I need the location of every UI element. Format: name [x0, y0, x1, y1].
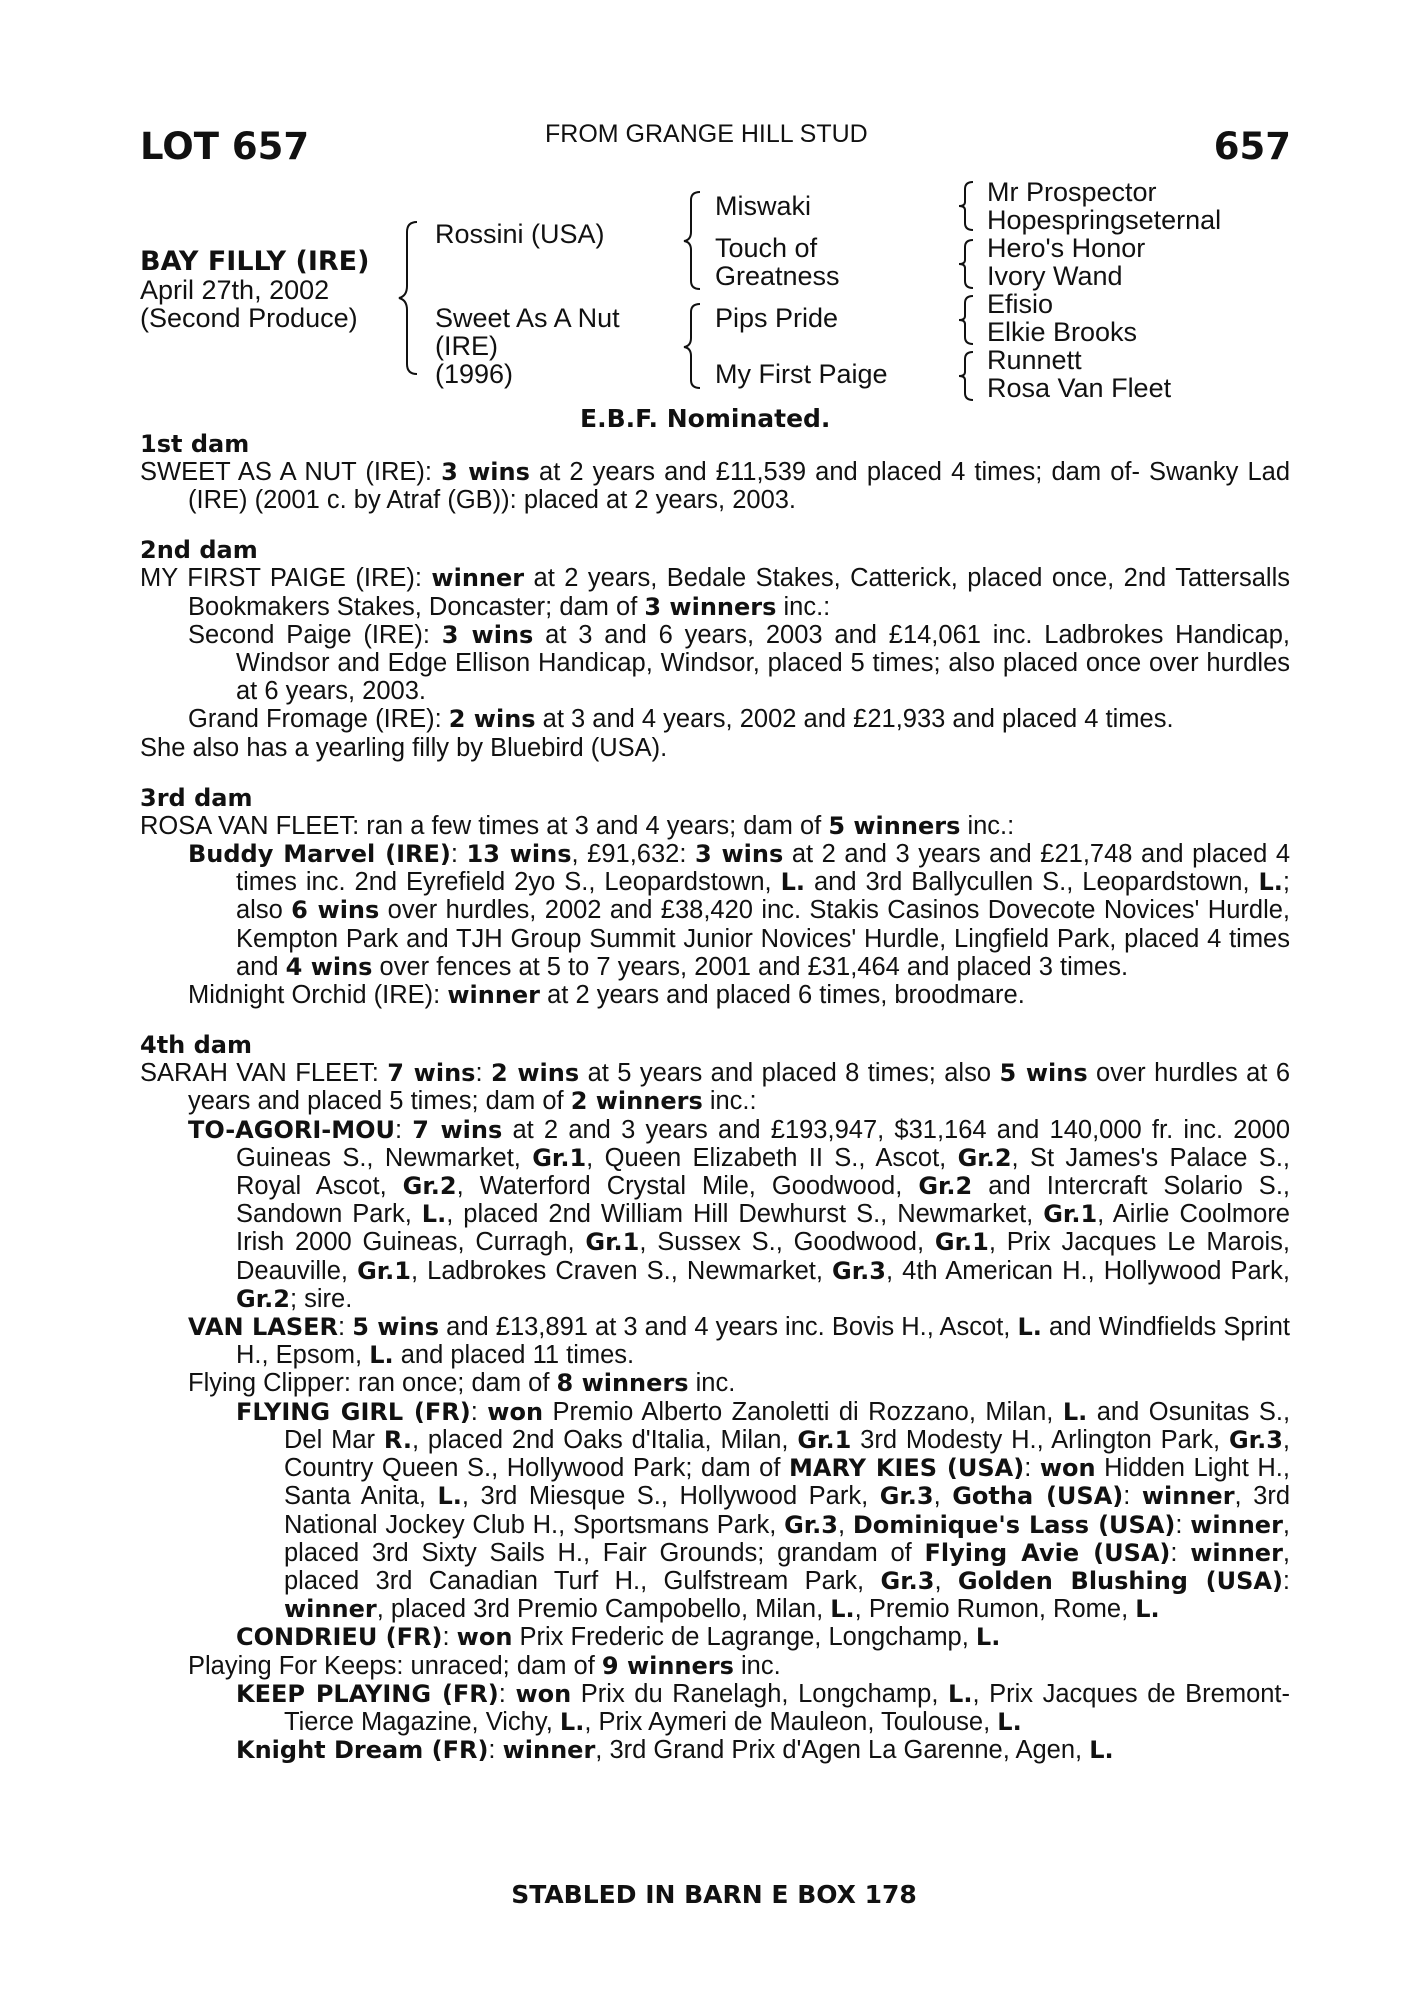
bold-text: L. [997, 1707, 1022, 1736]
pedigree-brace-g3 [955, 292, 979, 348]
text-run: , placed 3rd Canadian Turf H., Gulfstream Park, [284, 1538, 1291, 1595]
g3-3: Hero's Honor [987, 233, 1146, 263]
g3-4: Ivory Wand [987, 261, 1123, 291]
text-run: Premio Alberto Zanoletti di Rozzano, Milan, [543, 1397, 1063, 1426]
bold-text: winner [1190, 1510, 1283, 1539]
bold-text: 7 wins [387, 1059, 476, 1088]
bold-text: 8 winners [556, 1369, 689, 1398]
section-heading: 1st dam [140, 430, 250, 458]
race-record-entry [140, 981, 1290, 1009]
section-heading: 2nd dam [140, 536, 258, 565]
bold-text: Gr.3 [879, 1482, 934, 1511]
text-run: and Intercraft Solario S., Sandown Park, [236, 1172, 1290, 1229]
race-record-entry [140, 1059, 1290, 1115]
race-record-entry [140, 705, 1290, 733]
bold-text: 5 wins [352, 1313, 440, 1342]
text-run: , Prix Jacques de Bremont-Tierce Magazine, Vichy, [284, 1679, 1291, 1736]
text-run: : [1170, 1538, 1191, 1567]
bold-text: Dominique's Lass (USA) [852, 1510, 1176, 1539]
race-record-entry [140, 458, 1290, 514]
dam-line-2: (IRE) [435, 331, 498, 361]
text-run: , Premio Rumon, Rome, [854, 1595, 1136, 1624]
text-run: MY FIRST PAIGE (IRE): [140, 564, 432, 593]
text-run: at 2 and 3 years and £193,947, $31,164 and 140,000 fr. inc. 2000 Guineas S., Newmarket, [236, 1115, 1291, 1172]
section-heading: 4th dam [140, 1031, 252, 1060]
bold-text: 3 wins [441, 620, 534, 649]
text-run: , 4th American H., Hollywood Park, [885, 1256, 1290, 1285]
bold-text: KEEP PLAYING (FR) [236, 1679, 499, 1708]
text-run: , [933, 1482, 953, 1511]
text-run: inc.: [960, 811, 1015, 840]
text-run: , Prix Jacques Le Marois, Deauville, [236, 1228, 1290, 1285]
text-run: , [934, 1566, 958, 1595]
bold-text: 4 wins [285, 952, 373, 981]
bold-text: won [1039, 1454, 1096, 1483]
text-run: over hurdles at 6 years and placed 5 times; dam of [188, 1059, 1290, 1116]
text-run: , Country Queen S., Hollywood Park; dam of [284, 1425, 1290, 1483]
pedigree-section [140, 430, 1290, 514]
bold-text: Gr.3 [784, 1510, 838, 1539]
text-run: : [1123, 1482, 1142, 1511]
text-run: and 3rd Ballycullen S., Leopardstown, [805, 868, 1259, 897]
pedigree-brace-g2 [955, 236, 979, 292]
bold-text: 3 wins [694, 840, 784, 869]
bold-text: L. [975, 1623, 1001, 1652]
text-run: SARAH VAN FLEET: [140, 1059, 388, 1088]
bold-text: Gr.2 [918, 1172, 973, 1201]
text-run: , placed 3rd Premio Campobello, Milan, [376, 1595, 831, 1624]
stabling-note: STABLED IN BARN E BOX 178 [511, 1880, 917, 1909]
bold-text: Gr.1 [934, 1228, 989, 1257]
bold-text: 13 wins [466, 840, 572, 869]
pedigree-brace-g4 [955, 348, 979, 404]
pedigree-brace-g1 [955, 178, 979, 234]
text-run: Playing For Keeps: unraced; dam of [188, 1651, 602, 1680]
bold-text: Gr.1 [532, 1143, 587, 1172]
race-record-entry [140, 1116, 1290, 1313]
text-run: and placed 11 times. [393, 1341, 635, 1370]
race-record-entry [140, 840, 1290, 981]
text-run: inc.: [776, 592, 831, 621]
text-run: Hidden Light H., Santa Anita, [284, 1454, 1290, 1511]
text-run: : [1282, 1566, 1291, 1595]
g3-8: Rosa Van Fleet [987, 373, 1172, 403]
sire-sire: Miswaki [715, 191, 812, 221]
text-run: ; also [236, 868, 1291, 925]
text-run: Second Paige (IRE): [188, 620, 442, 649]
text-run: , Queen Elizabeth II S., Ascot, [586, 1143, 958, 1172]
text-run: and Osunitas S., Del Mar [284, 1397, 1291, 1454]
bold-text: 7 wins [412, 1115, 503, 1144]
bold-text: 3 winners [644, 592, 777, 621]
bold-text: Gr.2 [236, 1284, 290, 1313]
text-run: ; sire. [289, 1284, 353, 1313]
pedigree-section [140, 784, 1290, 1009]
g3-1: Mr Prospector [987, 177, 1157, 207]
bold-text: Gr.1 [797, 1425, 852, 1454]
bold-text: FLYING GIRL (FR) [236, 1397, 471, 1426]
text-run: at 2 years and placed 6 times, broodmare. [540, 981, 1025, 1010]
text-run: at 3 and 6 years, 2003 and £14,061 inc. Ladbrokes Handicap, Windsor and Edge Ellison Handicap, Windsor, placed 5 times; also placed once over hurdles at 6 years, 2003. [236, 620, 1290, 706]
bold-text: winner [284, 1595, 377, 1624]
bold-text: R. [383, 1425, 412, 1454]
text-run: inc. [733, 1651, 781, 1680]
race-record-entry [140, 1398, 1290, 1624]
bold-text: 5 wins [999, 1059, 1088, 1088]
text-run: : [498, 1679, 516, 1708]
text-run: ROSA VAN FLEET: ran a few times at 3 and 4 years; dam of [140, 811, 829, 840]
race-record-entry [140, 812, 1290, 840]
bold-text: L. [1089, 1736, 1114, 1765]
lot-number: 657 [1213, 125, 1291, 168]
bold-text: Gr.3 [1228, 1425, 1283, 1454]
bold-text: 2 wins [448, 705, 536, 734]
text-run: , Prix Aymeri de Mauleon, Toulouse, [584, 1707, 998, 1736]
text-run: at 5 years and placed 8 times; also [579, 1059, 1000, 1088]
text-run: Flying Clipper: ran once; dam of [188, 1369, 557, 1398]
g3-5: Efisio [987, 289, 1054, 319]
text-run: , placed 2nd William Hill Dewhurst S., Newmarket, [446, 1200, 1044, 1229]
bold-text: won [487, 1397, 544, 1426]
bold-text: winner [1190, 1538, 1283, 1567]
bold-text: winner [1141, 1482, 1235, 1511]
dam-dam: My First Paige [715, 359, 888, 389]
dam-line-1: Sweet As A Nut [435, 303, 620, 333]
text-run: at 2 years and £11,539 and placed 4 times; dam of- Swanky Lad (IRE) (2001 c. by Atraf (GB)): placed at 2 years, 2003. [188, 458, 1290, 515]
text-run: , Ladbrokes Craven S., Newmarket, [411, 1256, 833, 1285]
pedigree-brace-sire [680, 188, 706, 293]
bold-text: winner [447, 981, 541, 1010]
pedigree-brace-main [395, 218, 425, 378]
text-run: Prix du Ranelagh, Longchamp, [571, 1679, 949, 1708]
text-run: , placed 2nd Oaks d'Italia, Milan, [411, 1425, 798, 1454]
race-record-entry [140, 1623, 1290, 1651]
g3-7: Runnett [987, 345, 1082, 375]
bold-text: L. [1017, 1313, 1042, 1342]
bold-text: L. [559, 1707, 585, 1736]
race-record-entry [140, 734, 1290, 762]
text-run: : [1175, 1510, 1191, 1539]
text-run: , 3rd National Jockey Club H., Sportsmans Park, [284, 1482, 1291, 1539]
text-run: at 2 years, Bedale Stakes, Catterick, placed once, 2nd Tattersalls Bookmakers Stakes, Doncaster; dam of [188, 564, 1291, 621]
dam-sire: Pips Pride [715, 303, 839, 333]
text-run: , [838, 1510, 853, 1539]
bold-text: L. [369, 1341, 394, 1370]
lot-label: LOT 657 [140, 125, 310, 168]
g3-6: Elkie Brooks [987, 317, 1138, 347]
text-run: , 3rd Miesque S., Hollywood Park, [461, 1482, 880, 1511]
text-run: , Waterford Crystal Mile, Goodwood, [456, 1172, 919, 1201]
text-run: at 3 and 4 years, 2002 and £21,933 and placed 4 times. [535, 705, 1174, 734]
bold-text: L. [780, 868, 806, 897]
consignor: FROM GRANGE HILL STUD [545, 120, 868, 148]
ebf-nomination: E.B.F. Nominated. [580, 404, 831, 433]
bold-text: Gr.2 [957, 1143, 1012, 1172]
bold-text: 2 wins [490, 1059, 580, 1088]
bold-text: Gr.1 [357, 1256, 411, 1285]
g3-2: Hopespringseternal [987, 205, 1222, 235]
text-run: over fences at 5 to 7 years, 2001 and £31,464 and placed 3 times. [372, 952, 1129, 981]
bold-text: L. [421, 1200, 447, 1229]
bold-text: L. [1258, 868, 1283, 897]
bold-text: Knight Dream (FR) [236, 1736, 489, 1765]
bold-text: CONDRIEU (FR) [236, 1623, 443, 1652]
bold-text: winner [431, 564, 525, 593]
section-heading: 3rd dam [140, 783, 253, 812]
bold-text: Gotha (USA) [952, 1482, 1124, 1511]
race-record-entry [140, 1369, 1290, 1397]
text-run: , Airlie Coolmore Irish 2000 Guineas, Curragh, [236, 1200, 1290, 1257]
bold-text: won [515, 1679, 572, 1708]
bold-text: 2 winners [570, 1087, 703, 1116]
text-run: Grand Fromage (IRE): [188, 705, 449, 734]
bold-text: TO-AGORI-MOU [188, 1115, 395, 1144]
text-run: inc.: [702, 1087, 757, 1116]
text-run: , 3rd Grand Prix d'Agen La Garenne, Agen, [595, 1736, 1090, 1765]
bold-text: 5 winners [828, 811, 961, 840]
bold-text: Gr.1 [1043, 1200, 1098, 1229]
pedigree-section [140, 536, 1290, 761]
text-run: 3rd Modesty H., Arlington Park, [851, 1425, 1229, 1454]
text-run: , placed 3rd Sixty Sails H., Fair Grounds; grandam of [284, 1510, 1290, 1567]
text-run: Midnight Orchid (IRE): [188, 981, 448, 1010]
text-run: : [395, 1115, 413, 1144]
bold-text: MARY KIES (USA) [789, 1454, 1025, 1483]
bold-text: VAN LASER [188, 1313, 338, 1342]
bold-text: Gr.1 [585, 1228, 640, 1257]
race-record-entry [140, 564, 1290, 620]
bold-text: won [456, 1623, 513, 1652]
text-run: : [442, 1623, 457, 1652]
race-record-entry [140, 1736, 1290, 1764]
bold-text: L. [1062, 1397, 1088, 1426]
text-run: over hurdles, 2002 and £38,420 inc. Stakis Casinos Dovecote Novices' Hurdle, Kempton Park and TJH Group Summit Junior Novices' Hurdle, Lingfield Park, placed 4 times and [236, 896, 1290, 981]
text-run: and £13,891 at 3 and 4 years inc. Bovis H., Ascot, [439, 1313, 1018, 1342]
text-run: , £91,632: [571, 840, 695, 869]
text-run: , St James's Palace S., Royal Ascot, [236, 1143, 1290, 1201]
pedigree-brace-dam [680, 300, 706, 392]
bold-text: 9 winners [601, 1651, 734, 1680]
pedigree-section [140, 1031, 1290, 1764]
foaled-date: April 27th, 2002 [140, 275, 330, 305]
catalogue-body [140, 430, 1290, 1764]
text-run: : [1024, 1454, 1040, 1483]
race-record-entry [140, 1313, 1290, 1369]
produce-note: (Second Produce) [140, 303, 358, 333]
bold-text: 3 wins [441, 458, 530, 486]
dam-line-3: (1996) [435, 359, 514, 389]
text-run: She also has a yearling filly by Bluebird (USA). [140, 733, 668, 762]
text-run: : [338, 1313, 353, 1342]
text-run: : [475, 1059, 491, 1088]
bold-text: L. [948, 1679, 973, 1708]
bold-text: Gr.3 [880, 1566, 935, 1595]
sire: Rossini (USA) [435, 219, 605, 249]
text-run: Prix Frederic de Lagrange, Longchamp, [512, 1623, 976, 1652]
sire-dam-line-2: Greatness [715, 261, 840, 291]
text-run: : [450, 840, 467, 869]
race-record-entry [140, 1652, 1290, 1680]
horse-name: BAY FILLY (IRE) [140, 246, 370, 277]
text-run: at 2 and 3 years and £21,748 and placed 4 times inc. 2nd Eyrefield 2yo S., Leopardstown, [236, 840, 1291, 897]
bold-text: Golden Blushing (USA) [957, 1566, 1283, 1595]
bold-text: L. [1135, 1595, 1160, 1624]
bold-text: Flying Avie (USA) [924, 1538, 1171, 1567]
text-run: inc. [688, 1369, 736, 1398]
bold-text: Gr.2 [402, 1172, 457, 1201]
race-record-entry [140, 1680, 1290, 1736]
text-run: : [488, 1736, 503, 1765]
bold-text: L. [830, 1595, 855, 1624]
text-run: and Windfields Sprint H., Epsom, [236, 1313, 1290, 1370]
sire-dam-line-1: Touch of [715, 233, 818, 263]
text-run: SWEET AS A NUT (IRE): [140, 458, 442, 486]
bold-text: Gr.3 [832, 1256, 886, 1285]
bold-text: L. [437, 1482, 462, 1511]
race-record-entry [140, 621, 1290, 706]
bold-text: 6 wins [291, 896, 380, 925]
text-run: : [470, 1397, 488, 1426]
bold-text: Buddy Marvel (IRE) [188, 840, 451, 869]
bold-text: winner [502, 1736, 596, 1765]
text-run: , Sussex S., Goodwood, [639, 1228, 935, 1257]
